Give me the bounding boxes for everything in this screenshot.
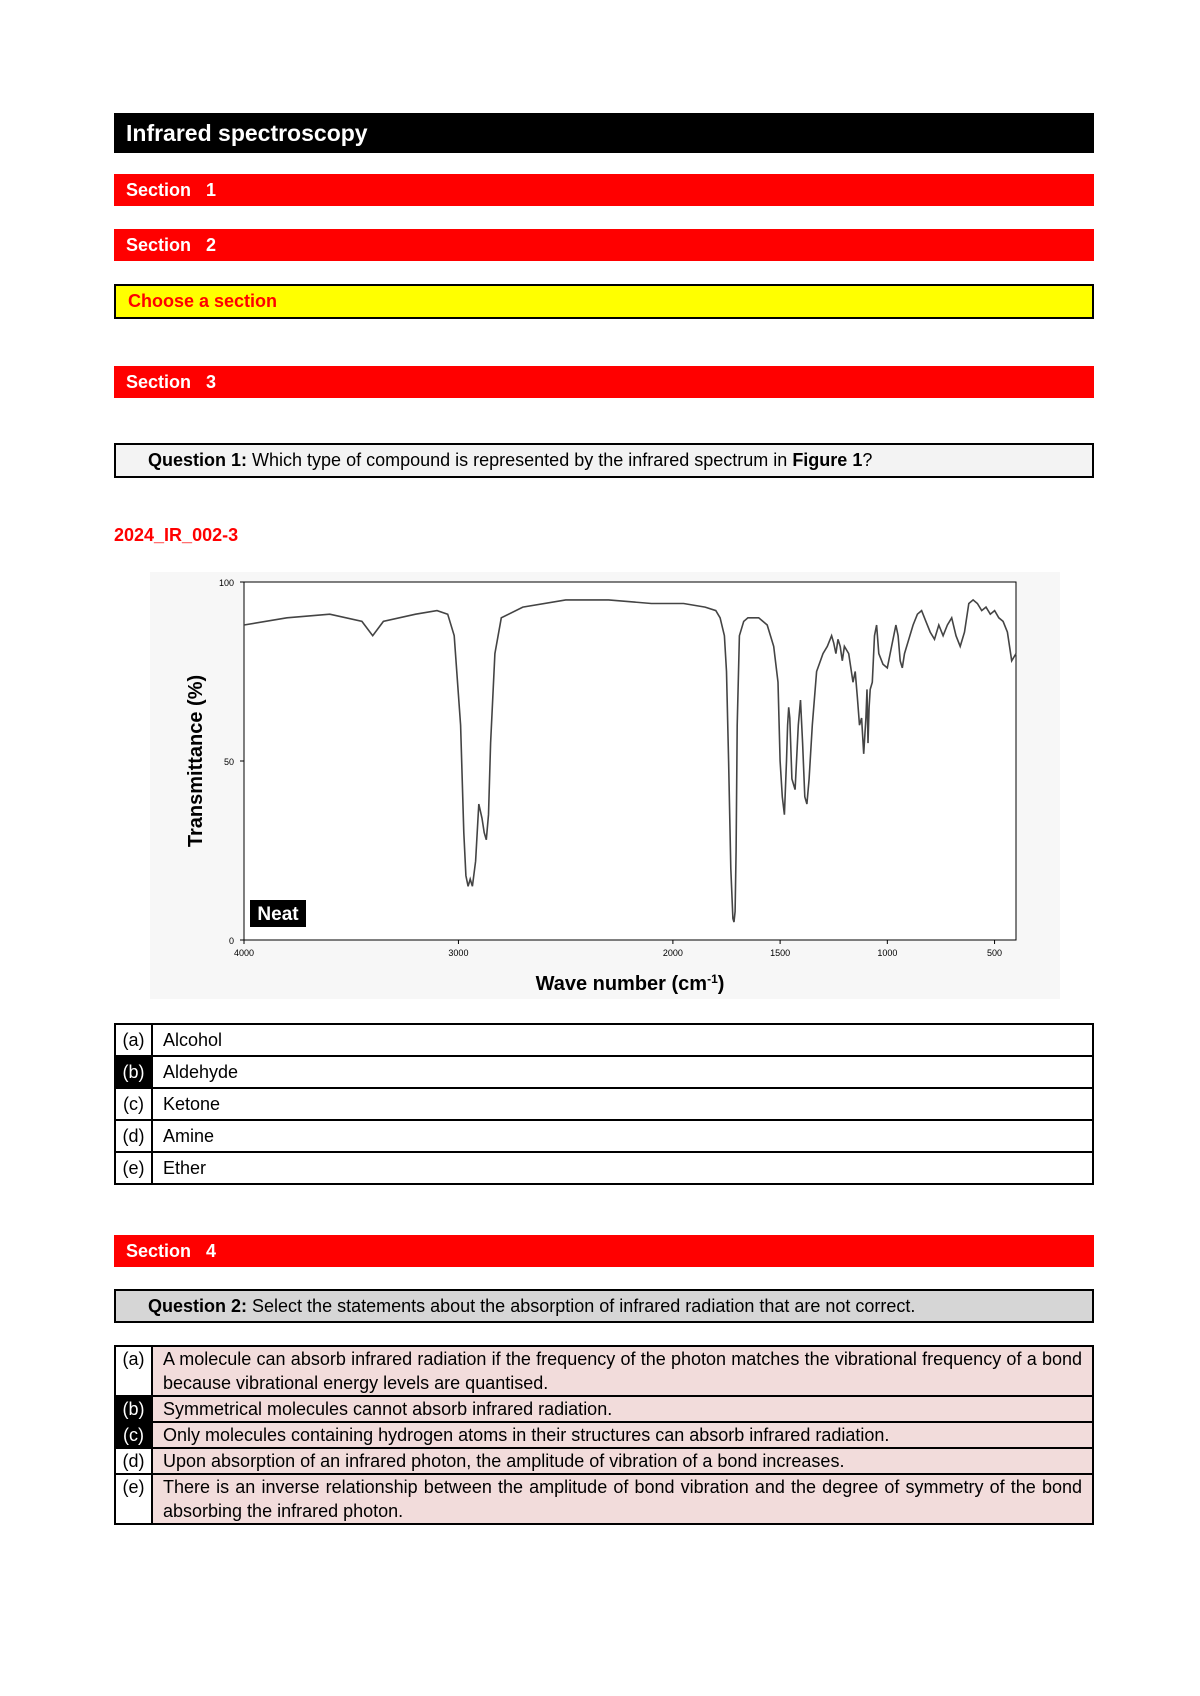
q2-option-row[interactable] (115, 1396, 1093, 1422)
q1-option-row[interactable] (115, 1152, 1093, 1184)
section-4-bar[interactable] (114, 1235, 1094, 1267)
x-tick-label: 3000 (448, 948, 469, 958)
q2-option-label[interactable]: (b) (115, 1396, 152, 1422)
q1-option-text[interactable]: Aldehyde (152, 1056, 1093, 1088)
section-1-label: Section 1 (126, 179, 217, 200)
choose-section-label: Choose a section (128, 291, 278, 311)
q1-option-text[interactable]: Amine (152, 1120, 1093, 1152)
page-title-text: Infrared spectroscopy (126, 119, 368, 146)
q2-option-text[interactable]: There is an inverse relationship between the amplitude of bond vibration and the degree of symmetry of the bond absorbing the infrared photon. (152, 1474, 1093, 1524)
q2-option-label[interactable]: (d) (115, 1448, 152, 1474)
q1-option-text[interactable]: Ether (152, 1152, 1093, 1184)
y-tick-label: 50 (223, 757, 234, 767)
q1-option-row[interactable] (115, 1120, 1093, 1152)
question-1-label: Question 1: (148, 450, 248, 470)
section-2-bar[interactable] (114, 229, 1094, 261)
x-axis-label: Wave number $(cm^{-1})$ (535, 972, 725, 995)
question-2-text: Select the statements about the absorption of infrared radiation that are not correct. (247, 1295, 916, 1316)
question-1-options (114, 1023, 1094, 1185)
section-3-bar[interactable] (114, 366, 1094, 398)
question-1-end: ? (862, 450, 873, 470)
q2-option-row[interactable] (115, 1346, 1093, 1396)
choose-section-selector[interactable] (114, 284, 1094, 319)
q1-option-label[interactable]: (d) (115, 1120, 152, 1152)
x-tick-label: 4000 (233, 948, 255, 958)
q1-option-row[interactable] (115, 1024, 1093, 1056)
neat-label: Neat (257, 904, 299, 925)
x-tick-label: 500 (987, 948, 1003, 958)
q2-option-label[interactable]: (e) (115, 1474, 152, 1524)
q2-option-label[interactable]: (a) (115, 1346, 152, 1396)
section-2-label: Section 2 (126, 234, 217, 255)
section-3-label: Section 3 (126, 371, 217, 392)
q1-option-label[interactable]: (e) (115, 1152, 152, 1184)
question-2-options (114, 1345, 1094, 1525)
q2-option-row[interactable] (115, 1474, 1093, 1524)
q2-option-text[interactable]: Symmetrical molecules cannot absorb infrared radiation. (152, 1396, 1093, 1422)
question-2-label: Question 2: (148, 1295, 248, 1316)
q2-option-label[interactable]: (c) (115, 1422, 152, 1448)
ir-spectrum-chart (150, 572, 1060, 999)
y-axis-label: Transmittance (%) (185, 674, 207, 848)
q2-option-text[interactable]: Upon absorption of an infrared photon, the amplitude of vibration of a bond increases. (152, 1448, 1093, 1474)
figure-ref: Figure 1 (792, 450, 863, 470)
q1-option-row[interactable] (115, 1056, 1093, 1088)
section-4-label: Section 4 (126, 1240, 217, 1261)
q1-option-row[interactable] (115, 1088, 1093, 1120)
q1-option-text[interactable]: Ketone (152, 1088, 1093, 1120)
q1-option-text[interactable]: Alcohol (152, 1024, 1093, 1056)
q1-option-label[interactable]: (b) (115, 1056, 152, 1088)
x-tick-label: 1000 (877, 948, 898, 958)
q1-option-label[interactable]: (a) (115, 1024, 152, 1056)
q2-option-row[interactable] (115, 1448, 1093, 1474)
question-code: 2024_IR_002-3 (114, 525, 239, 545)
q2-option-row[interactable] (115, 1422, 1093, 1448)
page-title (114, 113, 1094, 153)
question-2-box (114, 1289, 1094, 1323)
question-1-box (114, 443, 1094, 478)
question-1-text: Which type of compound is represented by the infrared spectrum in (247, 450, 793, 470)
q2-option-text[interactable]: Only molecules containing hydrogen atoms in their structures can absorb infrared radiation. (152, 1422, 1093, 1448)
y-tick-label: 0 (228, 936, 234, 946)
q1-option-label[interactable]: (c) (115, 1088, 152, 1120)
plot-area (244, 582, 1016, 940)
section-1-bar[interactable] (114, 174, 1094, 206)
q2-option-text[interactable]: A molecule can absorb infrared radiation if the frequency of the photon matches the vibrational frequency of a bond because vibrational energy levels are quantised. (152, 1346, 1093, 1396)
x-tick-label: 1500 (770, 948, 791, 958)
x-tick-label: 2000 (662, 948, 683, 958)
y-tick-label: 100 (218, 578, 234, 588)
